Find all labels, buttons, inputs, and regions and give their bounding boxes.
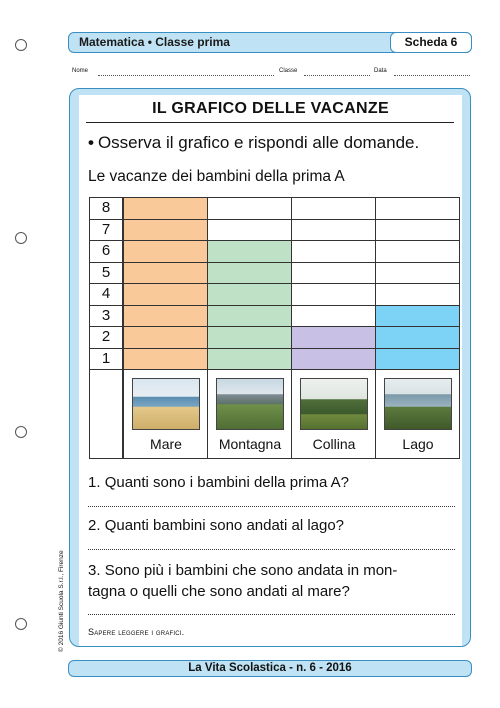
- question-text: Sono più i bambini che sono andata in mon-: [104, 562, 398, 579]
- empty-cell: [291, 283, 376, 306]
- empty-cell: [375, 219, 460, 242]
- y-tick-cell: [89, 305, 123, 328]
- punch-hole-icon: [15, 39, 27, 51]
- empty-cell: [375, 262, 460, 285]
- bar-cell: [123, 262, 208, 285]
- punch-hole-icon: [15, 618, 27, 630]
- bar-cell: [291, 326, 376, 349]
- bar-cell: [123, 283, 208, 306]
- beach-photo-icon: [132, 378, 200, 430]
- bar-cell: [123, 240, 208, 263]
- question-number: 1.: [88, 474, 101, 491]
- y-tick-label: 4: [101, 285, 111, 302]
- bar-cell: [207, 283, 292, 306]
- category-cell: [375, 369, 460, 459]
- bar-cell: [375, 326, 460, 349]
- lake-photo-icon: [384, 378, 452, 430]
- bar-cell: [207, 262, 292, 285]
- bar-cell: [291, 348, 376, 371]
- name-label: Nome: [72, 68, 89, 74]
- footer-band: La Vita Scolastica - n. 6 - 2016: [68, 660, 472, 677]
- bullet-icon: •: [88, 133, 94, 152]
- category-label: Montagna: [218, 436, 282, 452]
- category-cell: [207, 369, 292, 459]
- question-number: 2.: [88, 517, 101, 534]
- empty-cell: [207, 219, 292, 242]
- empty-cell: [291, 219, 376, 242]
- y-tick-cell: [89, 197, 123, 220]
- category-cell: [291, 369, 376, 459]
- category-label: Lago: [402, 436, 434, 452]
- class-field[interactable]: [304, 75, 370, 76]
- bar-cell: [207, 305, 292, 328]
- subject-label: Matematica • Classe prima: [79, 35, 230, 49]
- empty-cell: [207, 197, 292, 220]
- skill-note: Sapere leggere i grafici.: [88, 627, 185, 637]
- answer-line-1[interactable]: [88, 505, 455, 507]
- question-2: [88, 517, 344, 534]
- y-tick-label: 2: [101, 328, 111, 345]
- bar-cell: [207, 326, 292, 349]
- sheet-number-badge: Scheda 6: [390, 32, 472, 53]
- bar-cell: [375, 305, 460, 328]
- empty-cell: [375, 197, 460, 220]
- student-info-row: [72, 68, 472, 78]
- answer-line-3[interactable]: [88, 613, 455, 615]
- y-tick-cell: [89, 262, 123, 285]
- answer-line-2[interactable]: [88, 548, 455, 550]
- bar-cell: [207, 240, 292, 263]
- punch-hole-icon: [15, 232, 27, 244]
- empty-cell: [375, 240, 460, 263]
- vacation-chart: [89, 197, 459, 459]
- question-number: 3.: [88, 562, 101, 579]
- class-label: Classe: [279, 68, 298, 74]
- question-3: [88, 562, 397, 579]
- hill-photo-icon: [300, 378, 368, 430]
- y-tick-label: 7: [101, 220, 111, 238]
- instruction: [88, 133, 419, 153]
- chart-caption: Le vacanze dei bambini della prima A: [88, 168, 345, 185]
- bar-cell: [123, 326, 208, 349]
- bar-cell: [123, 305, 208, 328]
- y-tick-label: 8: [101, 199, 111, 216]
- question-3-continued: tagna o quelli che sono andati al mare?: [88, 583, 350, 600]
- category-cell: [123, 369, 208, 459]
- corner-cell: [89, 369, 123, 459]
- punch-hole-icon: [15, 426, 27, 438]
- y-tick-cell: [89, 283, 123, 306]
- question-1: [88, 474, 349, 491]
- bar-cell: [375, 348, 460, 371]
- y-tick-cell: [89, 348, 123, 371]
- category-label: Mare: [150, 436, 182, 452]
- y-tick-label: 3: [101, 306, 111, 324]
- y-tick-cell: [89, 240, 123, 263]
- bar-cell: [207, 348, 292, 371]
- empty-cell: [291, 262, 376, 285]
- empty-cell: [291, 240, 376, 263]
- bar-cell: [123, 219, 208, 242]
- y-tick-label: 6: [101, 242, 111, 259]
- copyright-notice: © 2016 Giunti Scuola S.r.l., Firenze: [58, 550, 65, 652]
- instruction-text: Osserva il grafico e rispondi alle domande.: [97, 133, 420, 152]
- y-tick-cell: [89, 219, 123, 242]
- y-tick-cell: [89, 326, 123, 349]
- empty-cell: [291, 197, 376, 220]
- name-field[interactable]: [98, 75, 274, 76]
- worksheet-title: IL GRAFICO DELLE VACANZE: [152, 100, 389, 117]
- empty-cell: [291, 305, 376, 328]
- empty-cell: [375, 283, 460, 306]
- bar-cell: [123, 348, 208, 371]
- question-text: Quanti sono i bambini della prima A?: [104, 474, 349, 491]
- category-label: Collina: [312, 436, 356, 452]
- date-label: Data: [374, 68, 387, 74]
- question-text: Quanti bambini sono andati al lago?: [104, 517, 345, 534]
- y-tick-label: 1: [101, 349, 111, 367]
- mountain-photo-icon: [216, 378, 284, 430]
- header-band: [68, 32, 472, 53]
- y-tick-label: 5: [101, 263, 111, 281]
- date-field[interactable]: [394, 75, 470, 76]
- title-underline: [86, 122, 454, 123]
- bar-cell: [123, 197, 208, 220]
